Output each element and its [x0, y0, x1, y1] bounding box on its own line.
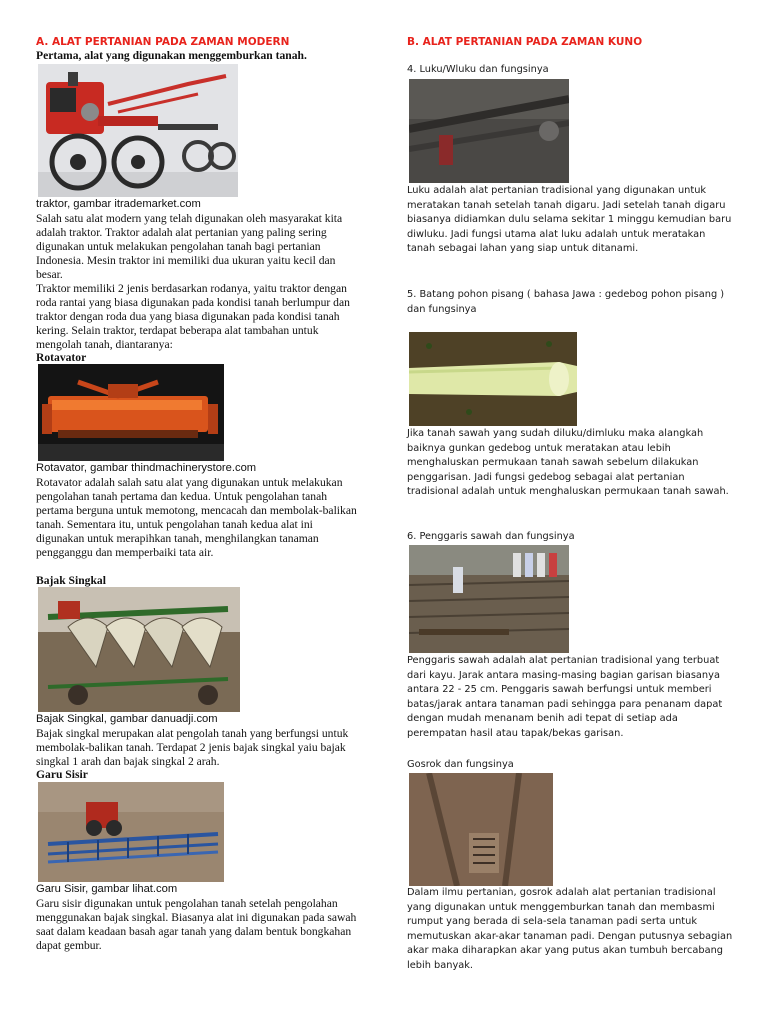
- tractor-image: [38, 64, 238, 197]
- bajak-image: [38, 587, 240, 712]
- rotavator-text: Rotavator adalah salah satu alat yang digunakan untuk melakukan pengolahan tanah pertama dan kedua. Untuk pengolahan tanah pertama berguna untuk memotong, mencacah dan membolak-balikan tanah. Sementara itu, untuk pengolahan tanah kedua alat ini digunakan untuk merapihkan tanah, menghilangkan tanaman pengganggu dan memperbaiki tata air.: [36, 476, 357, 559]
- tractor-text: Salah satu alat modern yang telah digunakan oleh masyarakat kita adalah traktor. Traktor adalah alat pertanian yang paling sering digunakan untuk melakukan pengolahan tanah bagi pertanian Indonesia. Mesin traktor ini memiliki dua ukuran yaitu kecil dan besar. Traktor memiliki 2 jenis berdasarkan rodanya, yaitu traktor dengan roda rantai yang biasa digunakan pada kondisi tanah berlumpur dan traktor dengan roda dua yang biasa digunakan pada kondisi tanah kering. Selain traktor, terdapat beberapa alat tambahan untuk mengolah tanah, diantaranya:: [36, 212, 350, 351]
- garu-image: [38, 782, 224, 882]
- luku-image: [409, 79, 569, 183]
- bajak-caption: Bajak Singkal, gambar danuadji.com: [36, 713, 218, 725]
- rotavator-caption: Rotavator, gambar thindmachinerystore.com: [36, 462, 257, 474]
- garu-text: Garu sisir digunakan untuk pengolahan tanah setelah pengolahan menggunakan bajak singkal. Biasanya alat ini digunakan pada sawah saat dalam keadaan basah agar tanah yang dalam bentuk bongkahan dapat gembur.: [36, 897, 357, 952]
- section-a-subheading: Pertama, alat yang digunakan menggemburkan tanah.: [36, 49, 307, 62]
- gedebog-title: 5. Batang pohon pisang ( bahasa Jawa : gedebog pohon pisang ) dan fungsinya: [407, 289, 725, 315]
- rotavator-title: Rotavator: [36, 351, 87, 364]
- gedebog-image: [409, 332, 577, 426]
- luku-title: 4. Luku/Wluku dan fungsinya: [407, 64, 549, 75]
- garu-title: Garu Sisir: [36, 768, 88, 781]
- section-a-heading: A. ALAT PERTANIAN PADA ZAMAN MODERN: [36, 36, 290, 48]
- bajak-text: Bajak singkal merupakan alat pengolah tanah yang berfungsi untuk membolak-balikan tanah. Terdapat 2 jenis bajak singkal yaiu bajak singkal 1 arah dan bajak singkal 2 arah.: [36, 727, 349, 768]
- penggaris-text: Penggaris sawah adalah alat pertanian tradisional yang terbuat dari kayu. Jarak antara masing-masing bagian garisan biasanya antara 22 - 25 cm. Penggaris sawah berfungsi untuk memberi batas/jarak antara tanaman padi sehingga para penanam dapat dengan mudah menanam benih adi tepat di setiap ada perempatan hasil atau tapak/bekas garisan.: [407, 655, 723, 739]
- penggaris-image: [409, 545, 569, 653]
- gosrok-image: [409, 773, 553, 886]
- garu-caption: Garu Sisir, gambar lihat.com: [36, 883, 178, 895]
- rotavator-image: [38, 364, 224, 461]
- tractor-caption: traktor, gambar itrademarket.com: [36, 198, 201, 210]
- section-b-heading: B. ALAT PERTANIAN PADA ZAMAN KUNO: [407, 36, 643, 48]
- gedebog-text: Jika tanah sawah yang sudah diluku/dimluku maka alangkah baiknya gunkan gedebog untuk meratakan atau lebih menghaluskan permukaan tanah sawah sebelum dilakukan penggarisan. Jadi fungsi gedebog sebagai alat pertanian tradisional adalah untuk menghaluskan permukaan tanah sawah.: [407, 428, 729, 498]
- gosrok-title: Gosrok dan fungsinya: [407, 759, 514, 770]
- gosrok-text: Dalam ilmu pertanian, gosrok adalah alat pertanian tradisional yang digunakan untuk menggemburkan tanah dan membasmi rumput yang berada di sela-sela tanaman padi serta untuk memutuskan akar-akar tanaman padi. Dengan putusnya sebagian akar maka diharapkan akar yang putus akan tumbuh bercabang lebih banyak.: [407, 887, 733, 971]
- luku-text: Luku adalah alat pertanian tradisional yang digunakan untuk meratakan tanah setelah tanah digaru. Jadi setelah tanah digaru biasanya didiamkan dulu selama sekitar 1 minggu kemudian baru diwluku. Jadi fungsi utama alat luku adalah untuk meratakan tanah sebagai lahan yang siap untuk ditanami.: [407, 185, 732, 255]
- bajak-title: Bajak Singkal: [36, 574, 106, 587]
- penggaris-title: 6. Penggaris sawah dan fungsinya: [407, 531, 575, 542]
